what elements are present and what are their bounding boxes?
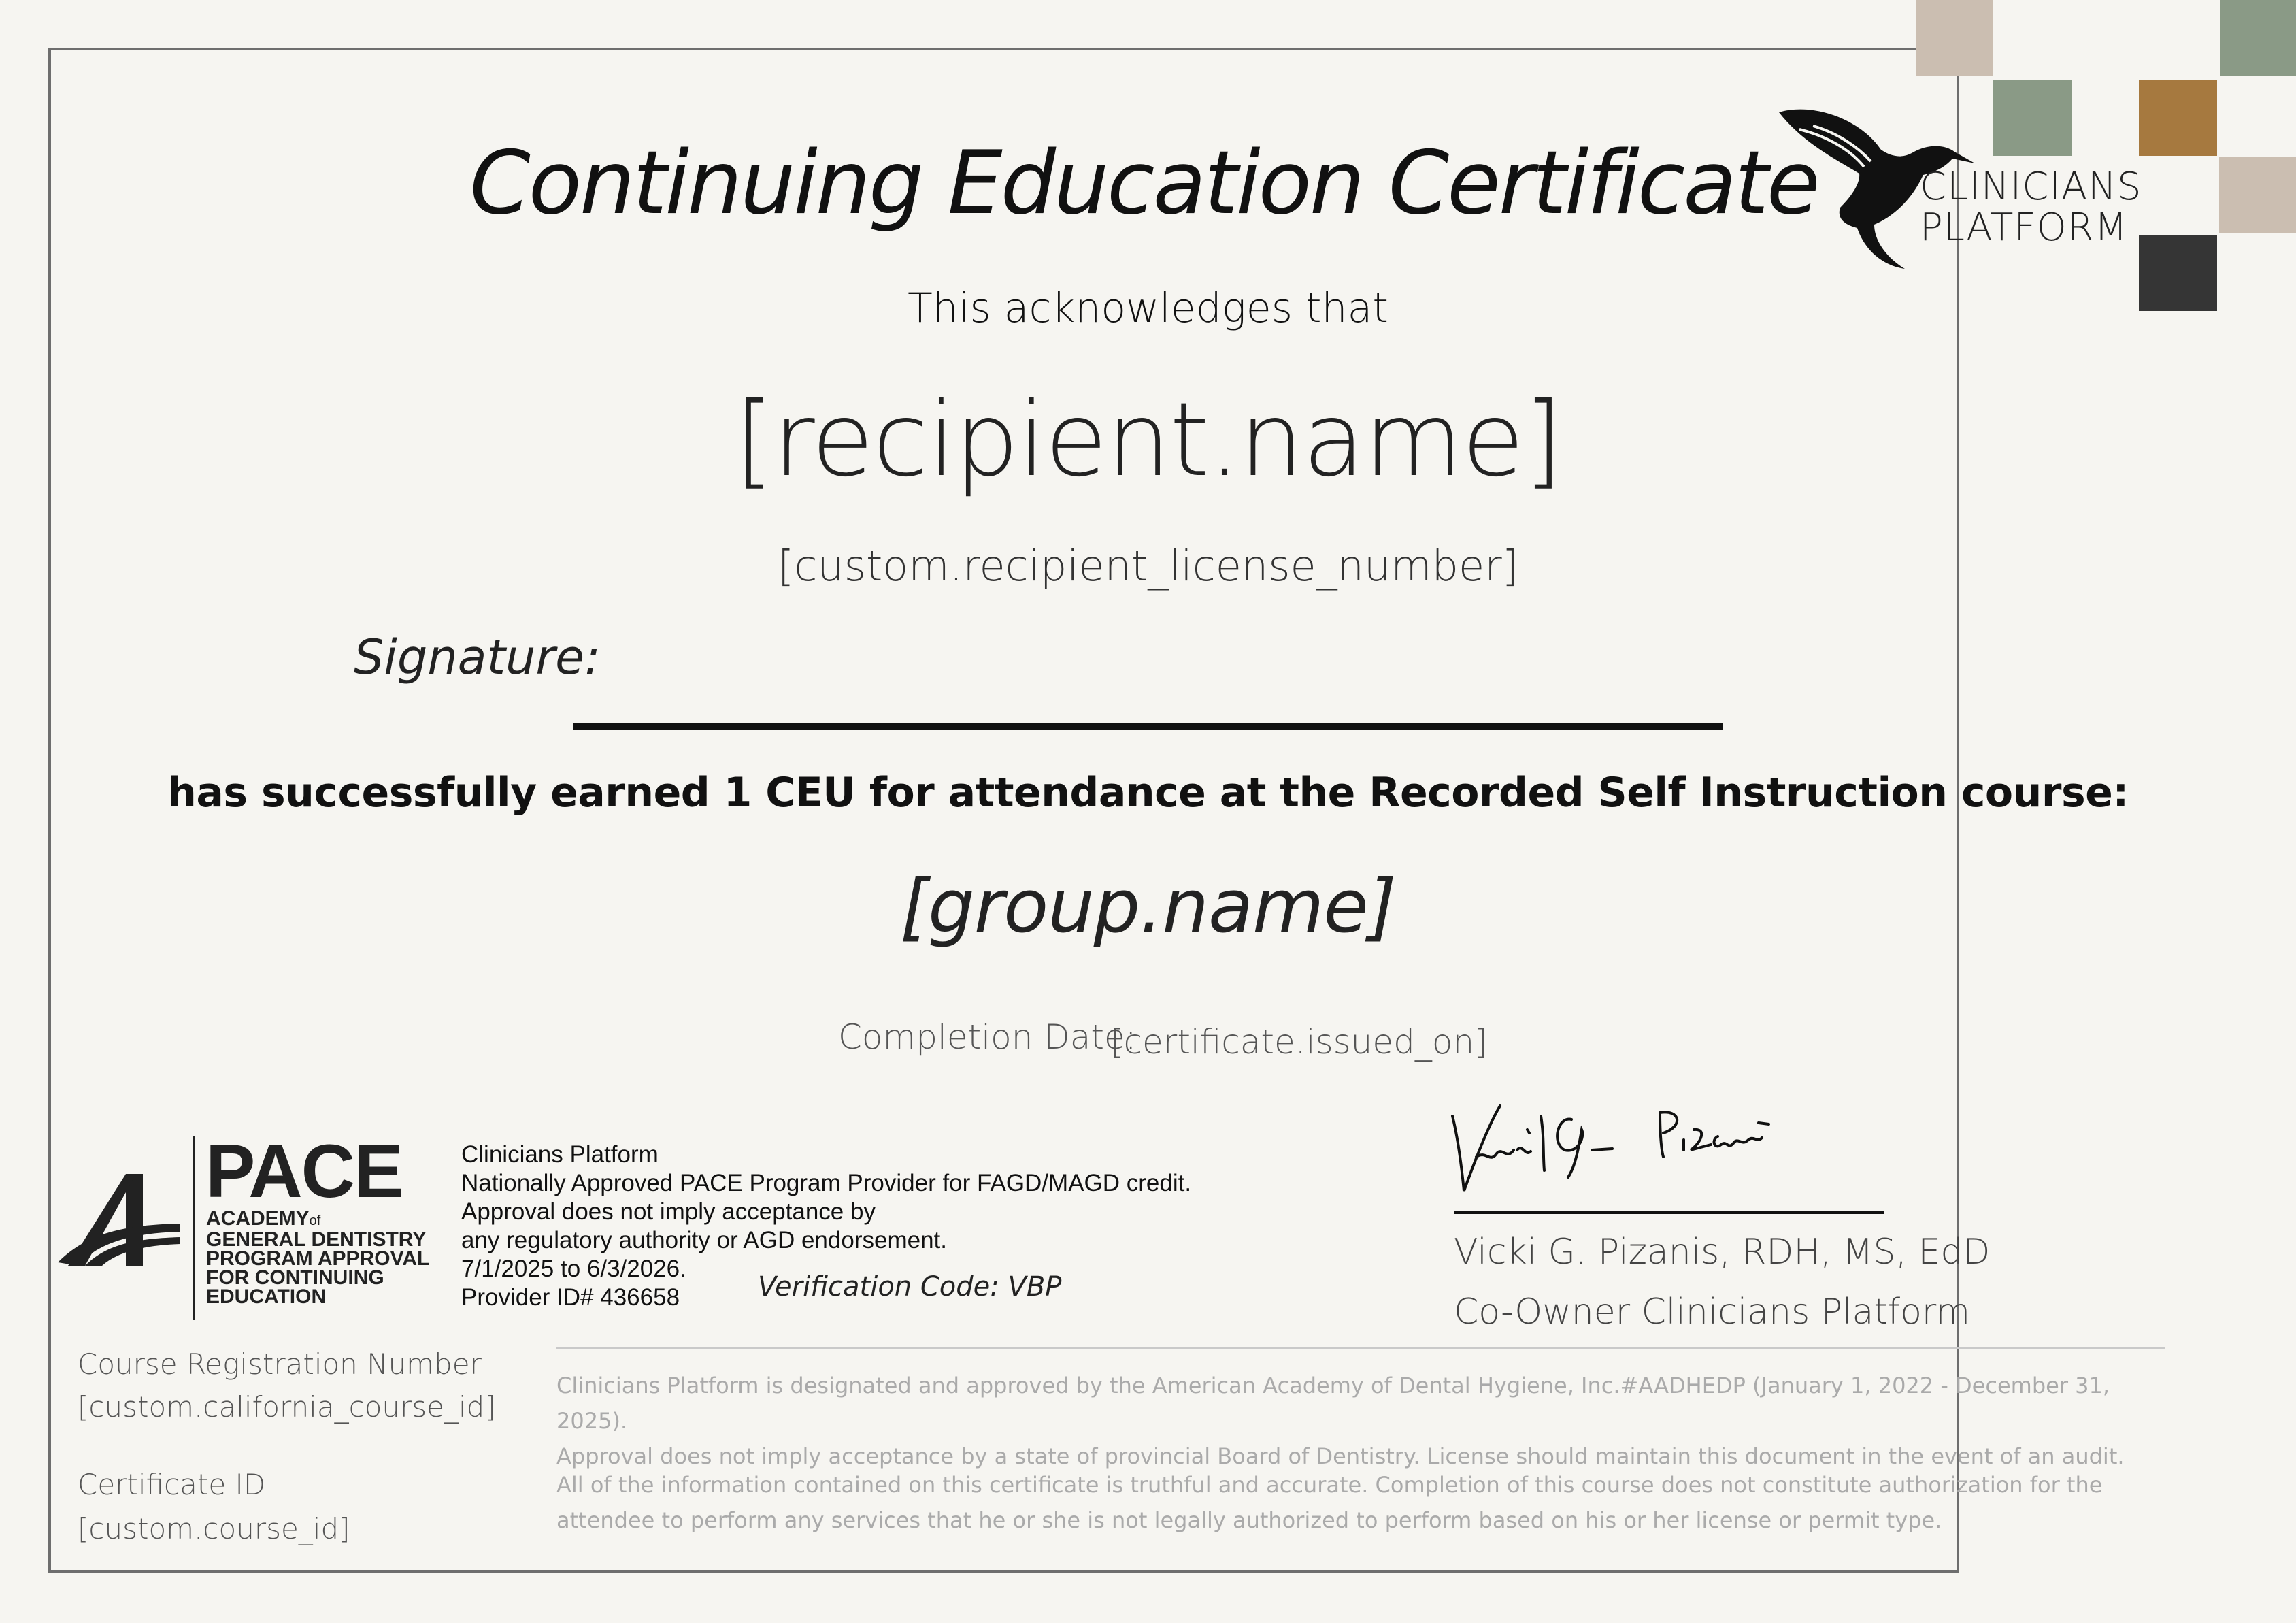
- pace-line: any regulatory authority or AGD endorsement.: [461, 1227, 947, 1253]
- pace-logo: [58, 1130, 439, 1320]
- fine-line: attendee to perform any services that he or she is not legally authorized to perform based on his or her license or permit type.: [556, 1507, 1942, 1533]
- pace-divider: [193, 1136, 195, 1320]
- disclaimer-text: [556, 1467, 2169, 1538]
- logo-line-2: PLATFORM: [1920, 206, 2128, 250]
- fine-line: Approval does not imply acceptance by a state of provincial Board of Dentistry. License should maintain this document in the event of an audit.: [556, 1443, 2125, 1469]
- pace-line: Clinicians Platform: [461, 1141, 659, 1168]
- certificate-title: Continuing Education Certificate: [469, 133, 1818, 234]
- signer-signature-line: [1454, 1211, 1884, 1214]
- pace-academy: [206, 1209, 429, 1307]
- pace-program-approval: PROGRAM APPROVAL: [206, 1247, 430, 1270]
- pace-line: Nationally Approved PACE Program Provider for FAGD/MAGD credit.: [461, 1170, 1192, 1196]
- course-name: [group.name]: [900, 864, 1396, 949]
- completion-date-value: [certificate.issued_on]: [1110, 1022, 1488, 1062]
- pace-word: PACE: [205, 1130, 403, 1213]
- logo-line-1: CLINICIANS: [1920, 165, 2142, 209]
- pace-line: Approval does not imply acceptance by: [461, 1198, 876, 1225]
- certificate-title-wrap: [0, 133, 2296, 234]
- aadh-approval-text: [556, 1368, 2169, 1474]
- pace-line: 7/1/2025 to 6/3/2026.: [461, 1256, 686, 1282]
- pace-of: of: [309, 1213, 321, 1228]
- completion-date-label: Completion Date:: [838, 1017, 1137, 1057]
- acknowledges-text: This acknowledges that: [908, 284, 1388, 332]
- course-registration-label: Course Registration Number: [78, 1347, 482, 1381]
- signature-line: [573, 723, 1723, 730]
- certificate-id-value: [custom.course_id]: [78, 1512, 350, 1545]
- square-beige-1: [1916, 0, 1993, 76]
- certificate-id-label: Certificate ID: [78, 1468, 266, 1501]
- pace-line: Provider ID# 436658: [461, 1284, 680, 1311]
- pace-academy-word: ACADEMY: [206, 1207, 310, 1230]
- fine-line: Clinicians Platform is designated and approved by the American Academy of Dental Hygiene, Inc.#AADHEDP (January 1, 2022 - December 31, 2025).: [556, 1373, 2110, 1434]
- pace-for-continuing: FOR CONTINUING: [206, 1266, 384, 1289]
- signer-name: Vicki G. Pizanis, RDH, MS, EdD: [1454, 1232, 1991, 1273]
- recipient-license-number: [custom.recipient_license_number]: [778, 541, 1518, 591]
- verification-code: Verification Code: VBP: [758, 1271, 1062, 1302]
- fine-line: All of the information contained on this certificate is truthful and accurate. Completion of this course does not constitute authorization for the: [556, 1472, 2103, 1498]
- divider: [556, 1347, 2165, 1349]
- pace-a-icon: [58, 1170, 194, 1273]
- square-sage-1: [2220, 0, 2296, 76]
- earned-statement: has successfully earned 1 CEU for attendance at the Recorded Self Instruction course:: [167, 769, 2129, 817]
- signer-title: Co-Owner Clinicians Platform: [1454, 1292, 1971, 1332]
- recipient-name: [recipient.name]: [734, 381, 1562, 499]
- pace-general-dentistry: GENERAL DENTISTRY: [206, 1228, 427, 1251]
- handwritten-signature: [1449, 1102, 1789, 1204]
- course-registration-value: [custom.california_course_id]: [78, 1390, 496, 1424]
- pace-education: EDUCATION: [206, 1285, 327, 1308]
- signature-label: Signature:: [354, 629, 601, 685]
